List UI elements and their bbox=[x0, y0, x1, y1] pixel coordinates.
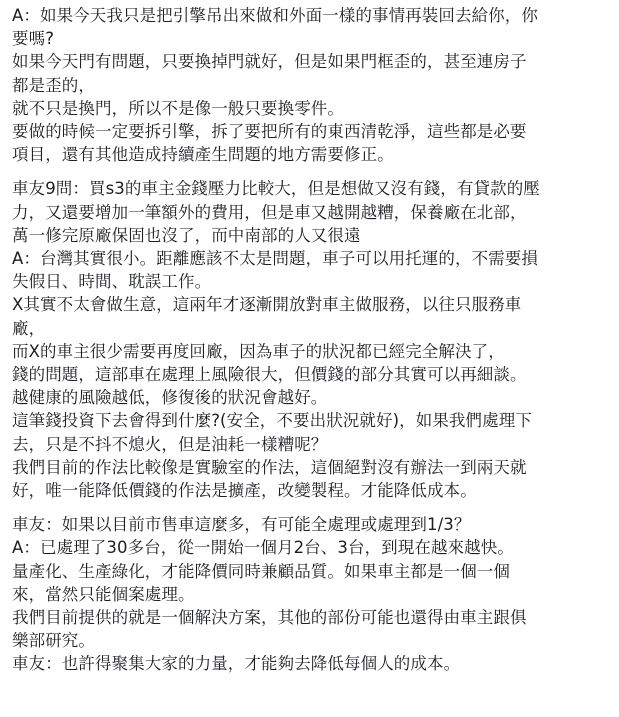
text-line: 我們目前提供的就是一個解決方案，其他的部份可能也還得由車主跟俱 bbox=[12, 608, 527, 628]
text-line: 錢的問題，這部車在處理上風險很大，但價錢的部分其實可以再細談。 bbox=[12, 365, 527, 385]
text-line: 廠， bbox=[12, 318, 46, 338]
text-line: 好，唯一能降低價錢的作法是擴產，改變製程。才能降低成本。 bbox=[12, 481, 477, 501]
text-line: 車友：如果以目前市售車這麼多，有可能全處理或處理到1/3？ bbox=[12, 515, 471, 535]
text-line: 而X的車主很少需要再度回廠，因為車子的狀況都已經完全解決了， bbox=[12, 341, 505, 361]
text-line: 這筆錢投資下去會得到什麼?(安全，不要出狀況就好)，如果我們處理下 bbox=[12, 411, 532, 431]
text-line: 樂部研究。 bbox=[12, 631, 95, 651]
text-line: A：已處理了30多台，從一開始一個月2台、3台，到現在越來越快。 bbox=[12, 538, 514, 558]
text-line: 就不只是換門，所以不是像一般只要換零件。 bbox=[12, 98, 344, 118]
text-line: 去，只是不抖不熄火，但是油耗一樣糟呢？ bbox=[12, 434, 328, 454]
text-line: 都是歪的， bbox=[12, 75, 95, 95]
text-line: 量產化、生產綠化，才能降價同時兼顧品質。如果車主都是一個一個 bbox=[12, 561, 510, 581]
paragraph-gap bbox=[12, 502, 612, 513]
text-line: A：如果今天我只是把引擎吊出來做和外面一樣的事情再裝回去給你，你 bbox=[12, 6, 538, 25]
paragraph-gap bbox=[12, 166, 612, 177]
text-line: 越健康的風險越低，修復後的狀況會越好。 bbox=[12, 388, 328, 408]
text-line: 項目，還有其他造成持續產生問題的地方需要修正。 bbox=[12, 145, 394, 165]
text-line: A：台灣其實很小。距離應該不太是問題，車子可以用托運的，不需要損 bbox=[12, 249, 538, 269]
text-line: 車友9問：買s3的車主金錢壓力比較大，但是想做又沒有錢，有貸款的壓 bbox=[12, 179, 540, 199]
qa-block-1 bbox=[12, 4, 612, 166]
text-line: 要做的時候一定要拆引擎，拆了要把所有的東西清乾淨，這些都是必要 bbox=[12, 122, 527, 142]
post-body bbox=[12, 4, 612, 676]
text-line: 失假日、時間、耽誤工作。 bbox=[12, 272, 212, 292]
text-line: 要嗎? bbox=[12, 29, 55, 49]
text-line: 我們目前的作法比較像是實驗室的作法，這個絕對沒有辦法一到兩天就 bbox=[12, 457, 527, 477]
text-line: X其實不太會做生意，這兩年才逐漸開放對車主做服務，以往只服務車 bbox=[12, 295, 522, 315]
qa-block-3 bbox=[12, 513, 612, 675]
text-line: 來，當然只能個案處理。 bbox=[12, 584, 195, 604]
text-line: 車友：也許得聚集大家的力量，才能夠去降低每個人的成本。 bbox=[12, 654, 461, 674]
text-line: 萬一修完原廠保固也沒了，而中南部的人又很遠 bbox=[12, 225, 361, 245]
text-line: 如果今天門有問題，只要換掉門就好，但是如果門框歪的，甚至連房子 bbox=[12, 52, 527, 72]
qa-block-2 bbox=[12, 177, 612, 502]
text-line: 力，又還要增加一筆額外的費用，但是車又越開越糟，保養廠在北部， bbox=[12, 202, 527, 222]
